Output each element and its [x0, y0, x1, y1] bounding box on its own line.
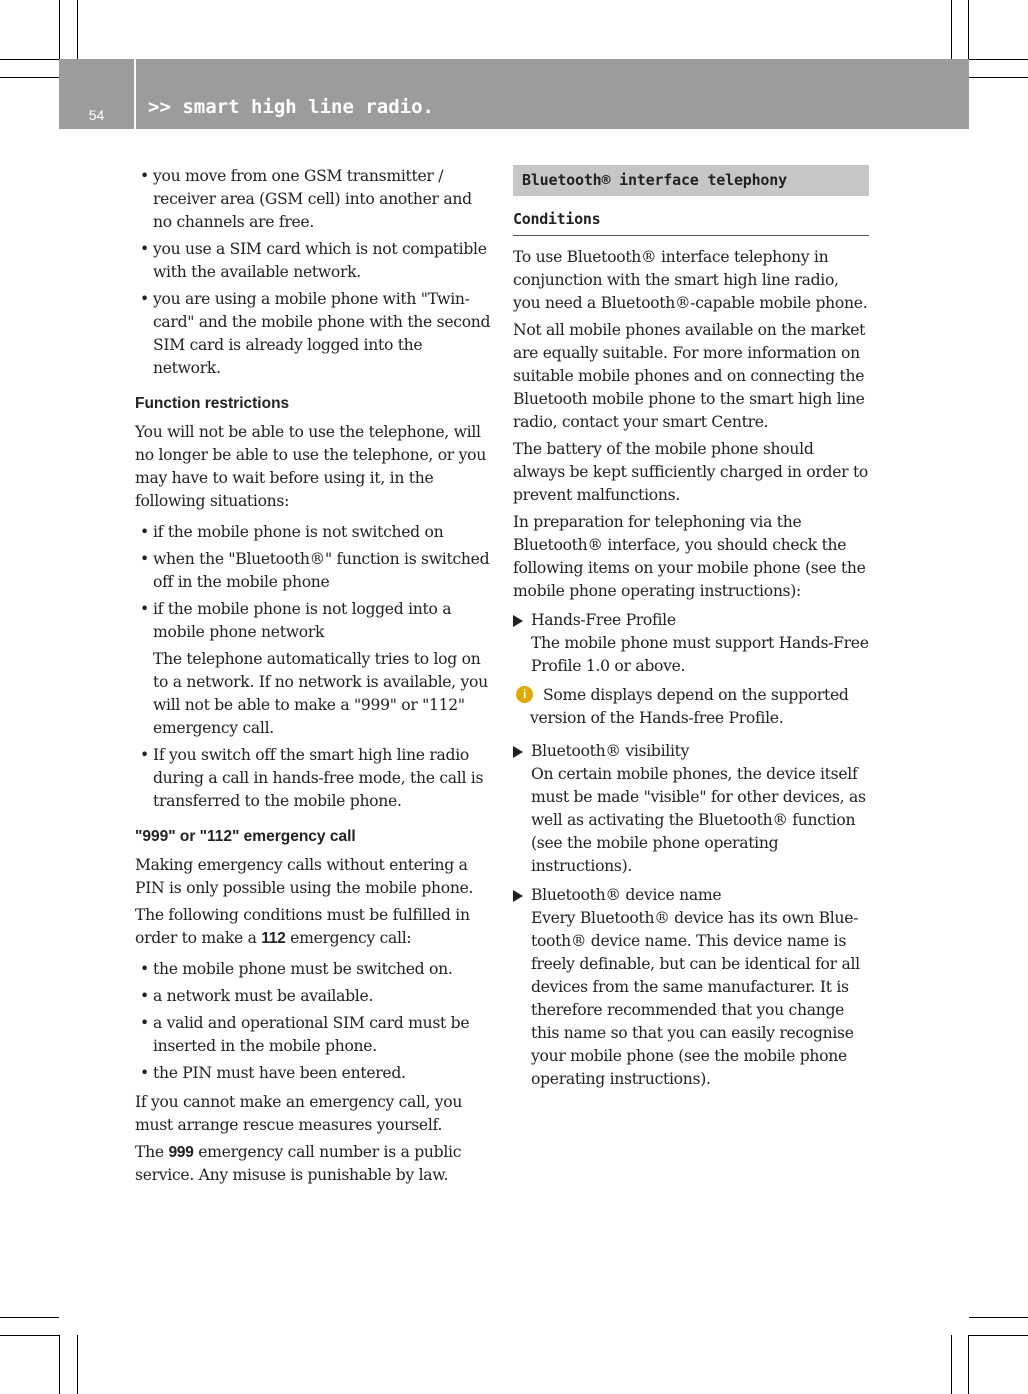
function-restrictions-heading: Function restrictions	[135, 395, 290, 412]
list-item-text: if the mobile phone is not logged into a mobile phone network	[153, 600, 452, 641]
step-title: Bluetooth® visibility	[531, 742, 690, 760]
list-item	[135, 598, 491, 740]
paragraph: In preparation for telephoning via the Bluetooth® interface, you should check the following items on your mobile phone (see the mobile phone operating instructions):	[513, 513, 866, 600]
emergency-paragraph: Making emergency calls without entering a PIN is only possible using the mobile phone.	[135, 856, 474, 897]
step-text: Every Bluetooth® device has its own Bluetooth® device name. This device name is freely definable, but can be identical for all devices from the same manufacturer. It is therefore recommended that you change this name so that you can easily recognise your mobile phone (see the mobile phone operating instructions).	[531, 909, 860, 1088]
emergency-number-112: 112	[261, 930, 286, 947]
crop-mark	[77, 1335, 78, 1394]
list-item: • you use a SIM card which is not compatible with the available network.	[135, 238, 491, 284]
crop-mark	[59, 1335, 60, 1394]
arrow-right-icon	[513, 746, 523, 758]
crop-mark	[969, 1335, 1028, 1336]
step-hands-free-profile	[513, 609, 869, 678]
function-restrictions-list	[135, 521, 491, 813]
left-column	[135, 165, 491, 1191]
step-bluetooth-device-name	[513, 884, 869, 1091]
header-title: >> smart high line radio.	[148, 96, 434, 118]
paragraph: To use Bluetooth® interface telephony in conjunction with the smart high line radio, you need a Bluetooth®-capable mobile phone.	[513, 248, 868, 312]
list-item: • if the mobile phone is not switched on	[135, 521, 491, 544]
list-item: • you are using a mobile phone with "Twincard" and the mobile phone with the second SIM card is already logged into the network.	[135, 288, 491, 380]
step-text: The mobile phone must support Hands-Free Profile 1.0 or above.	[531, 634, 869, 675]
emergency-misuse-paragraph	[135, 1141, 491, 1187]
page-number: 54	[88, 107, 105, 123]
emergency-number-999: 999	[168, 1144, 194, 1161]
section-title: Bluetooth® interface telephony	[513, 165, 869, 196]
crop-mark	[59, 0, 60, 59]
crop-mark	[0, 1317, 59, 1318]
info-icon: i	[516, 686, 533, 703]
crop-mark	[951, 1335, 952, 1394]
paragraph: The battery of the mobile phone should always be kept sufficiently charged in order to prevent malfunctions.	[513, 440, 869, 504]
text: emergency call number is a public service. Any misuse is punishable by law.	[135, 1143, 462, 1184]
list-item: • the PIN must have been entered.	[135, 1062, 491, 1085]
list-item: • a valid and operational SIM card must be inserted in the mobile phone.	[135, 1012, 491, 1058]
network-conditions-list	[135, 165, 491, 380]
crop-mark	[0, 1335, 59, 1336]
info-text: Some displays depend on the supported version of the Hands-free Profile.	[530, 686, 849, 727]
header-divider	[134, 59, 136, 129]
text: The following conditions must be fulfilled in order to make a	[135, 906, 470, 947]
step-title: Hands-Free Profile	[531, 611, 676, 629]
conditions-heading: Conditions	[513, 208, 869, 236]
text: emergency call:	[285, 929, 412, 947]
list-item: • a network must be available.	[135, 985, 491, 1008]
crop-mark	[969, 77, 1028, 78]
text: The	[135, 1143, 169, 1161]
step-text: On certain mobile phones, the device itself must be made "visible" for other devices, as well as activating the Bluetooth® function (see the mobile phone operating instructions).	[531, 765, 866, 875]
crop-mark	[0, 59, 59, 60]
function-restrictions-intro: You will not be able to use the telephone, will no longer be able to use the telephone, or you may have to wait before using it, in the following situations:	[135, 423, 486, 510]
info-note	[513, 684, 869, 730]
emergency-conditions-intro	[135, 904, 491, 950]
crop-mark	[0, 77, 59, 78]
list-item: • you move from one GSM transmitter / receiver area (GSM cell) into another and no channels are free.	[135, 165, 491, 234]
crop-mark	[77, 0, 78, 59]
paragraph: Not all mobile phones available on the market are equally suitable. For more information on suitable mobile phones and on connecting the Bluetooth mobile phone to the smart high line radio, contact your smart Centre.	[513, 321, 866, 431]
emergency-paragraph: If you cannot make an emergency call, you must arrange rescue measures yourself.	[135, 1093, 463, 1134]
step-bluetooth-visibility	[513, 740, 869, 878]
list-item-detail: The telephone automatically tries to log on to a network. If no network is available, you will not be able to make a "999" or "112" emergency call.	[153, 650, 488, 737]
crop-mark	[968, 0, 969, 59]
emergency-call-heading: "999" or "112" emergency call	[135, 828, 356, 845]
crop-mark	[968, 1335, 969, 1394]
right-column	[513, 165, 869, 1093]
arrow-right-icon	[513, 615, 523, 627]
header-bar	[59, 59, 969, 129]
list-item: • the mobile phone must be switched on.	[135, 958, 491, 981]
list-item: • If you switch off the smart high line radio during a call in hands-free mode, the call is transferred to the mobile phone.	[135, 744, 491, 813]
crop-mark	[969, 1317, 1028, 1318]
crop-mark	[951, 0, 952, 59]
list-item: • when the "Bluetooth®" function is switched off in the mobile phone	[135, 548, 491, 594]
step-title: Bluetooth® device name	[531, 886, 722, 904]
crop-mark	[969, 59, 1028, 60]
emergency-conditions-list	[135, 958, 491, 1085]
arrow-right-icon	[513, 890, 523, 902]
